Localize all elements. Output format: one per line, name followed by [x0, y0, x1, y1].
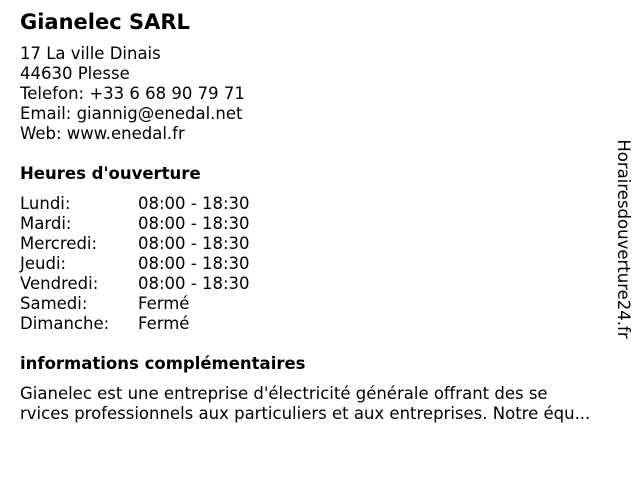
hours-value: Fermé [138, 314, 190, 333]
day-label: Samedi: [20, 294, 88, 313]
day-label: Dimanche: [20, 314, 110, 333]
day-label: Vendredi: [20, 274, 99, 293]
hours-row-thursday [20, 254, 320, 274]
hours-value: 08:00 - 18:30 [138, 214, 250, 233]
opening-hours-table [20, 194, 320, 334]
opening-hours-heading: Heures d'ouverture [20, 164, 201, 183]
day-label: Mercredi: [20, 234, 98, 253]
day-label: Mardi: [20, 214, 72, 233]
hours-row-wednesday [20, 234, 320, 254]
email-line: Email: giannig@enedal.net [20, 104, 243, 123]
contact-block [20, 44, 245, 144]
hours-row-tuesday [20, 214, 320, 234]
business-description [20, 384, 590, 424]
hours-value: 08:00 - 18:30 [138, 234, 250, 253]
description-line-2: rvices professionnels aux particuliers et aux entreprises. Notre équ... [20, 404, 591, 423]
additional-info-heading: informations complémentaires [20, 354, 306, 373]
phone-line: Telefon: +33 6 68 90 79 71 [20, 84, 245, 103]
web-line: Web: www.enedal.fr [20, 124, 185, 143]
business-name: Gianelec SARL [20, 10, 190, 34]
description-line-1: Gianelec est une entreprise d'électricité générale offrant des se [20, 384, 548, 403]
hours-value: 08:00 - 18:30 [138, 274, 250, 293]
hours-row-monday [20, 194, 320, 214]
brand-watermark-text: Horairesdouverture24.fr [614, 139, 633, 339]
hours-row-friday [20, 274, 320, 294]
street-address: 17 La ville Dinais [20, 44, 161, 63]
day-label: Lundi: [20, 194, 71, 213]
brand-watermark [613, 134, 633, 344]
hours-value: 08:00 - 18:30 [138, 194, 250, 213]
hours-row-saturday [20, 294, 320, 314]
city-postcode: 44630 Plesse [20, 64, 130, 83]
hours-value: Fermé [138, 294, 190, 313]
day-label: Jeudi: [20, 254, 67, 273]
hours-row-sunday [20, 314, 320, 334]
hours-value: 08:00 - 18:30 [138, 254, 250, 273]
